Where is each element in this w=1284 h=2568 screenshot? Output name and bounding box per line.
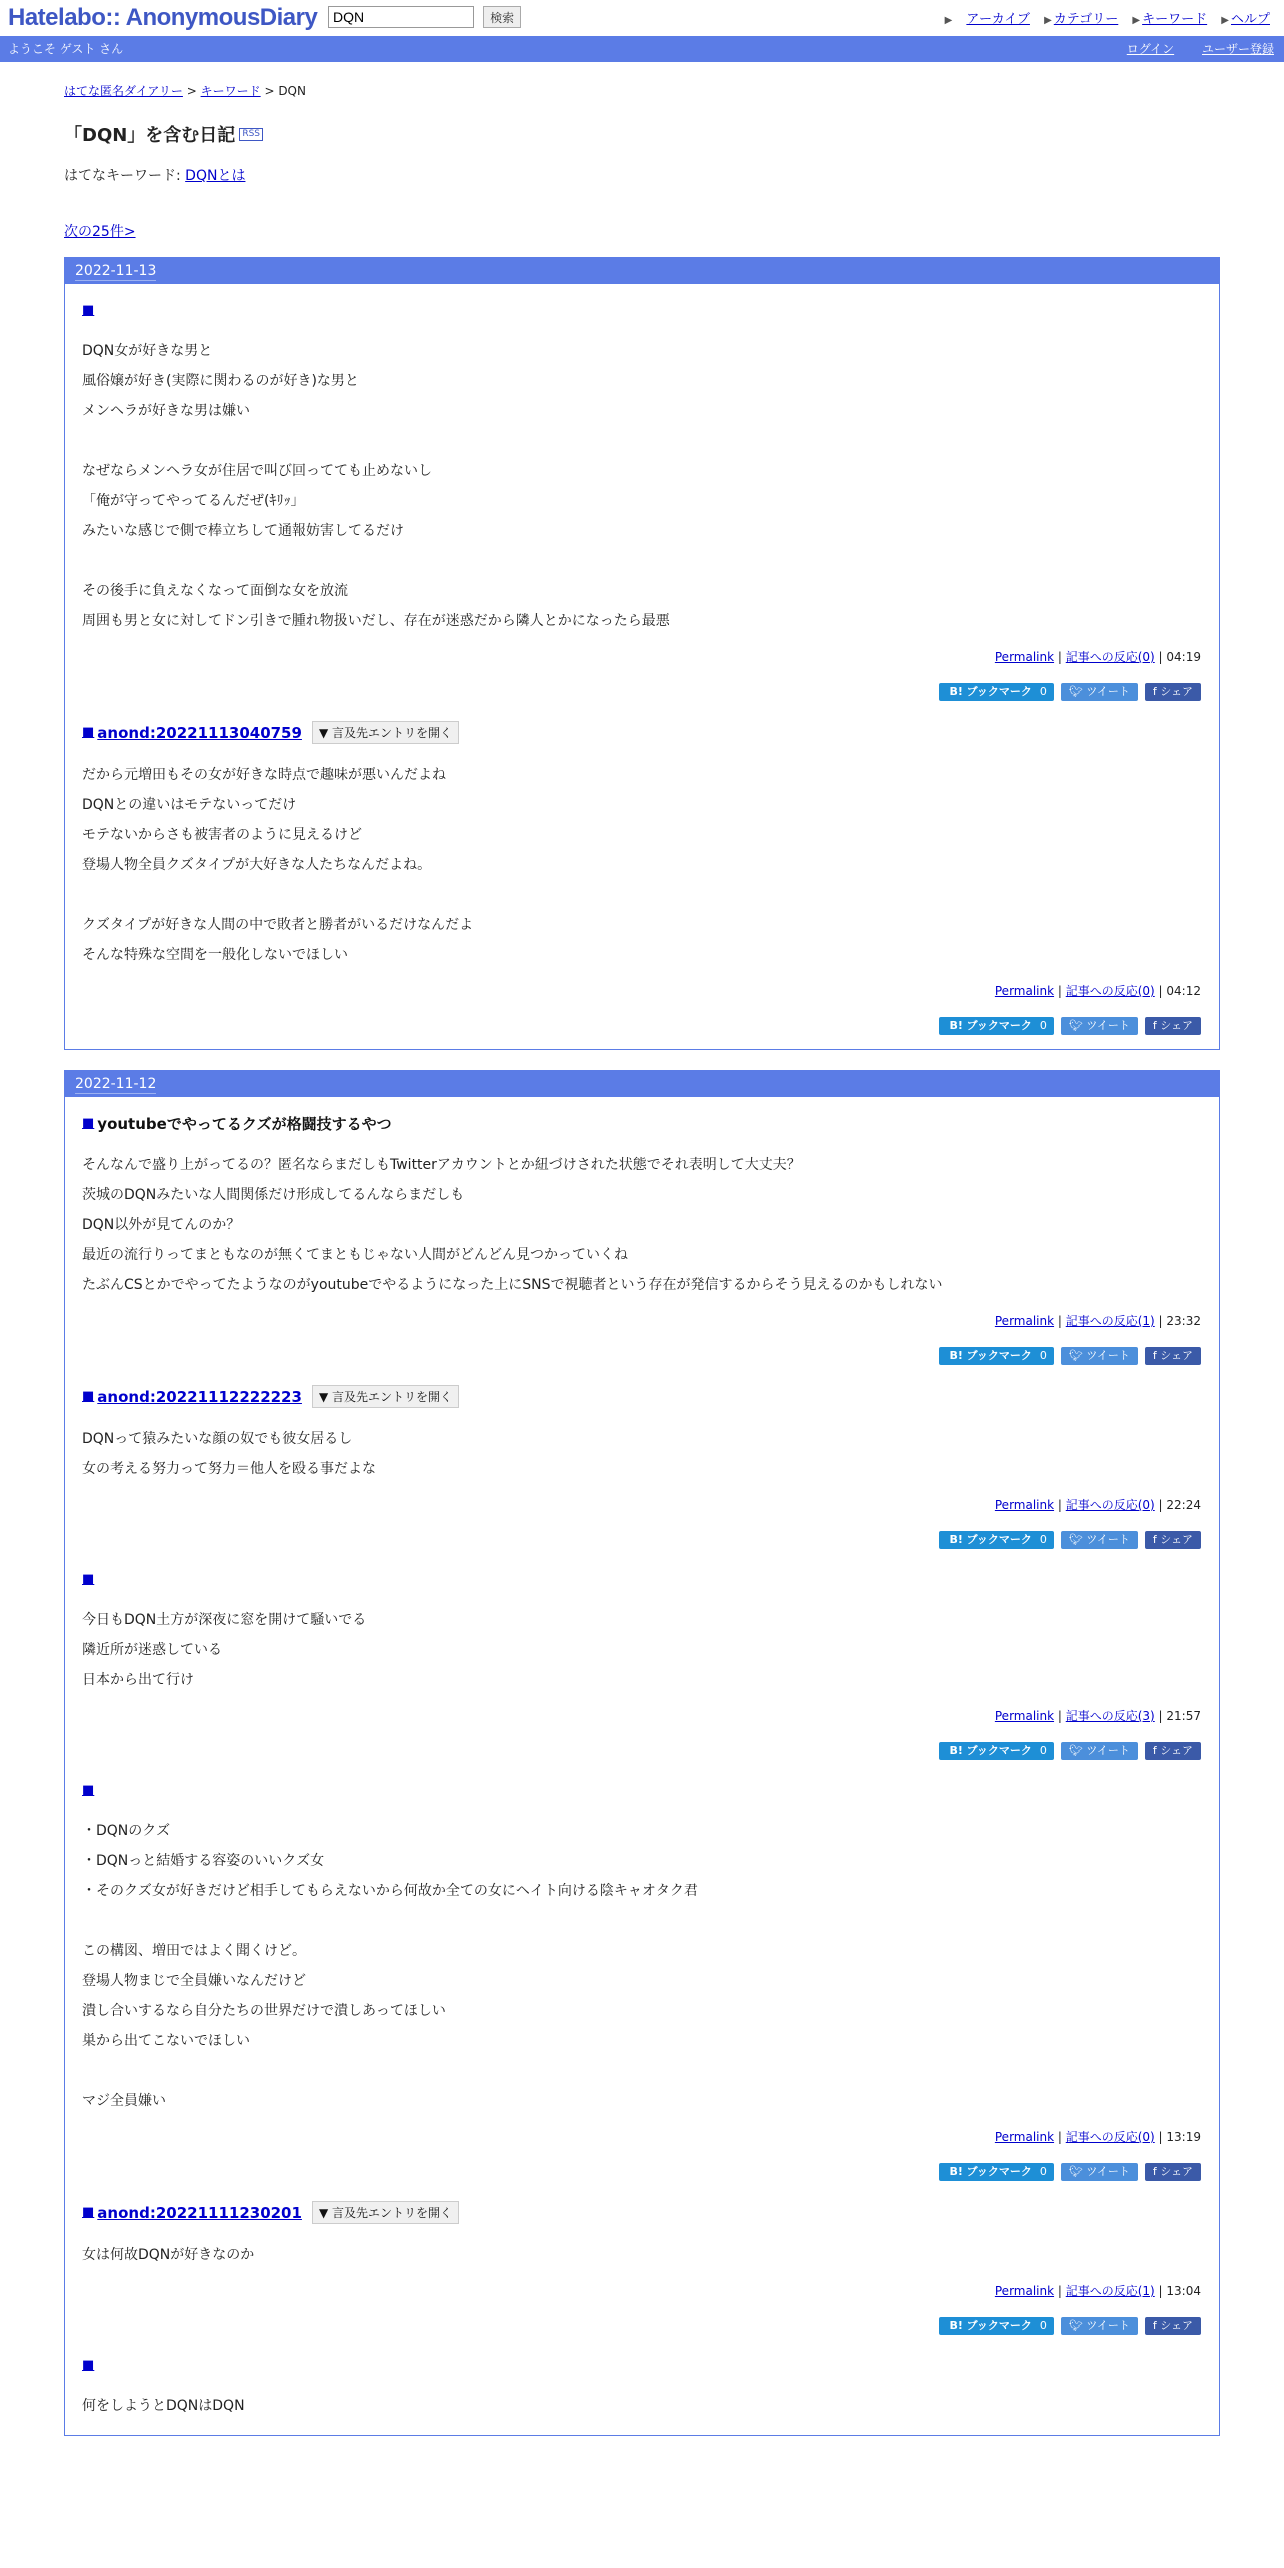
chevron-right-icon: ▶	[1132, 15, 1141, 26]
chevron-right-icon: ▶	[944, 15, 953, 26]
nav-archive[interactable]: アーカイブ	[966, 12, 1030, 27]
facebook-icon: f	[1152, 1349, 1161, 1362]
hatena-bookmark-button[interactable]	[939, 683, 1054, 701]
entry-body-line: DQN以外が見てんのか？	[82, 1217, 241, 1233]
reactions-link[interactable]: 記事への反応(0)	[1065, 2130, 1155, 2144]
breadcrumb-current: DQN	[278, 84, 306, 98]
entry-title	[82, 1385, 1201, 1408]
chevron-right-icon: ▶	[1044, 15, 1052, 26]
bookmark-label: B! ブックマーク	[949, 685, 1032, 698]
facebook-icon: f	[1152, 1533, 1161, 1546]
diary-entry	[82, 2355, 1201, 2421]
facebook-icon: f	[1152, 685, 1161, 698]
entry-title	[82, 1569, 1201, 1589]
twitter-bird-icon: 🐦︎	[1068, 2319, 1087, 2332]
hatena-bookmark-button[interactable]	[939, 2317, 1054, 2335]
share-buttons	[82, 1017, 1201, 1035]
entry-body-line: 登場人物全員クズタイプが大好きな人たちなんだよね。	[82, 857, 432, 873]
entry-title	[82, 1780, 1201, 1800]
permalink-link[interactable]: Permalink	[994, 2284, 1055, 2298]
reactions-link[interactable]: 記事への反応(0)	[1065, 984, 1155, 998]
entry-body-line: そんな特殊な空間を一般化しないでほしい	[82, 947, 348, 963]
entry-body	[82, 1605, 1201, 1695]
next-page-link[interactable]: 次の25件>	[64, 224, 136, 240]
facebook-icon: f	[1152, 2319, 1161, 2332]
entry-time: 13:04	[1166, 2284, 1201, 2298]
share-label: シェア	[1160, 1533, 1193, 1546]
entry-body-line: この構図、増田ではよく聞くけど。	[82, 1943, 306, 1959]
hatena-bookmark-button[interactable]	[939, 1531, 1054, 1549]
share-buttons	[82, 2317, 1201, 2335]
entry-permalink-square-icon[interactable]: ■	[82, 302, 95, 318]
day-section	[64, 257, 1220, 1050]
breadcrumb-separator: >	[260, 84, 279, 98]
entry-title-link[interactable]: anond:20221113040759	[97, 723, 302, 742]
bookmark-count: 0	[1039, 2165, 1047, 2178]
entry-body-line: 今日もDQN土方が深夜に窓を開けて騒いでる	[82, 1612, 367, 1628]
permalink-link[interactable]: Permalink	[994, 650, 1055, 664]
entry-body-line: ・DQNのクズ	[82, 1823, 171, 1839]
hatena-bookmark-button[interactable]	[939, 1742, 1054, 1760]
entry-body-line: 隣近所が迷惑している	[82, 1642, 222, 1658]
permalink-link[interactable]: Permalink	[994, 984, 1055, 998]
entry-title	[82, 721, 1201, 744]
reactions-link[interactable]: 記事への反応(1)	[1065, 1314, 1155, 1328]
entry-meta: Permalink | 記事への反応(0) | 22:24	[994, 1498, 1201, 1512]
share-label: シェア	[1160, 1744, 1193, 1757]
entry-title	[82, 2355, 1201, 2375]
entry-time: 22:24	[1166, 1498, 1201, 1512]
welcome-text: ようこそ ゲスト さん	[8, 42, 124, 56]
facebook-share-button[interactable]	[1145, 2317, 1201, 2335]
hatena-bookmark-button[interactable]	[939, 1017, 1054, 1035]
hatena-bookmark-button[interactable]	[939, 1347, 1054, 1365]
entry-permalink-square-icon[interactable]: ■	[82, 1782, 95, 1798]
entry-body-line: マジ全員嫌い	[82, 2093, 166, 2109]
bookmark-label: B! ブックマーク	[949, 1019, 1032, 1032]
entry-body-line: DQN女が好きな男と	[82, 343, 213, 359]
diary-entry	[82, 1113, 1201, 1365]
tweet-label: ツイート	[1086, 2165, 1130, 2178]
entry-permalink-square-icon[interactable]: ■	[82, 1571, 95, 1587]
entry-time: 04:19	[1166, 650, 1201, 664]
facebook-share-button[interactable]	[1145, 683, 1201, 701]
tweet-label: ツイート	[1086, 1744, 1130, 1757]
entry-body-line: クズタイプが好きな人間の中で敗者と勝者がいるだけなんだよ	[82, 917, 474, 933]
twitter-bird-icon: 🐦︎	[1068, 1744, 1087, 1757]
expand-reference-button[interactable]: ▼ 言及先エントリを開く	[312, 2201, 459, 2224]
entry-permalink-square-icon[interactable]: ■	[82, 2205, 95, 2220]
bookmark-label: B! ブックマーク	[949, 1349, 1032, 1362]
bookmark-label: B! ブックマーク	[949, 1533, 1032, 1546]
twitter-bird-icon: 🐦︎	[1068, 2165, 1087, 2178]
entry-time: 23:32	[1166, 1314, 1201, 1328]
facebook-share-button[interactable]	[1145, 1531, 1201, 1549]
entry-body-line: 「俺が守ってやってるんだぜ(ｷﾘｯ」	[82, 493, 305, 509]
top-nav	[945, 8, 1270, 27]
reactions-link[interactable]: 記事への反応(0)	[1065, 650, 1155, 664]
twitter-bird-icon: 🐦︎	[1068, 685, 1087, 698]
entry-body-line: 最近の流行りってまともなのが無くてまともじゃない人間がどんどん見つかっていくね	[82, 1247, 628, 1263]
hatena-bookmark-button[interactable]	[939, 2163, 1054, 2181]
day-date[interactable]: 2022-11-13	[75, 263, 157, 279]
share-buttons	[82, 1742, 1201, 1760]
diary-entry	[82, 1569, 1201, 1760]
entry-time: 04:12	[1166, 984, 1201, 998]
entry-body	[82, 336, 1201, 636]
entry-title	[82, 2201, 1201, 2224]
facebook-share-button[interactable]	[1145, 2163, 1201, 2181]
page-title-text: 「DQN」を含む日記	[64, 125, 236, 146]
tweet-label: ツイート	[1086, 1533, 1130, 1546]
share-label: シェア	[1160, 2165, 1193, 2178]
reactions-link[interactable]: 記事への反応(1)	[1065, 2284, 1155, 2298]
day-header	[65, 1071, 1219, 1097]
entry-body-line	[82, 426, 1201, 456]
breadcrumb-keyword[interactable]: キーワード	[200, 84, 261, 98]
entry-title-text: youtubeでやってるクズが格闘技するやつ	[97, 1115, 392, 1133]
entry-body	[82, 1150, 1201, 1300]
keyword-line	[64, 165, 1220, 185]
chevron-right-icon: ▶	[1221, 15, 1229, 26]
share-buttons	[82, 2163, 1201, 2181]
bookmark-count: 0	[1039, 685, 1047, 698]
entry-body	[82, 760, 1201, 970]
entry-meta: Permalink | 記事への反応(0) | 04:19	[994, 650, 1201, 664]
facebook-icon: f	[1152, 2165, 1161, 2178]
entry-body-line	[82, 546, 1201, 576]
day-body	[65, 1097, 1219, 2435]
entry-body-line: 日本から出て行け	[82, 1672, 194, 1688]
bookmark-count: 0	[1039, 1533, 1047, 1546]
share-label: シェア	[1160, 1349, 1193, 1362]
share-label: シェア	[1160, 1019, 1193, 1032]
user-bar	[0, 36, 1284, 62]
entry-title	[82, 300, 1201, 320]
nav-category[interactable]: カテゴリー	[1053, 12, 1119, 27]
site-logo[interactable]: Hatelabo:: AnonymousDiary	[8, 4, 318, 31]
entry-body-line: 周囲も男と女に対してドン引きで腫れ物扱いだし、存在が迷惑だから隣人とかになったら最悪	[82, 613, 670, 629]
reactions-link[interactable]: 記事への反応(0)	[1065, 1498, 1155, 1512]
entry-body-line: たぶんCSとかでやってたようなのがyoutubeでやるようになった上にSNSで視聴者という存在が発信するからそう見えるのかもしれない	[82, 1277, 943, 1293]
entry-body-line: そんなんで盛り上がってるの？匿名ならまだしもTwitterアカウントとか紐づけされた状態でそれ表明して大丈夫？	[82, 1157, 801, 1173]
permalink-link[interactable]: Permalink	[994, 1314, 1055, 1328]
entry-title-link[interactable]: anond:20221111230201	[97, 2203, 302, 2222]
entry-body-line: 登場人物まじで全員嫌いなんだけど	[82, 1973, 306, 1989]
permalink-link[interactable]: Permalink	[994, 2130, 1055, 2144]
twitter-bird-icon: 🐦︎	[1068, 1533, 1087, 1546]
entry-meta: Permalink | 記事への反応(0) | 04:12	[994, 984, 1201, 998]
diary-entry	[82, 1385, 1201, 1549]
diary-entry	[82, 1780, 1201, 2181]
main-content	[64, 62, 1220, 2436]
entry-body-line: 巣から出てこないでほしい	[82, 2033, 250, 2049]
entry-body-line: 潰し合いするなら自分たちの世界だけで潰しあってほしい	[82, 2003, 446, 2019]
entry-body-line	[82, 2056, 1201, 2086]
facebook-icon: f	[1152, 1019, 1161, 1032]
breadcrumb	[64, 82, 1220, 99]
entry-meta: Permalink | 記事への反応(1) | 23:32	[994, 1314, 1201, 1328]
tweet-button[interactable]	[1061, 1347, 1138, 1365]
diary-entry	[82, 2201, 1201, 2335]
entry-body-line: みたいな感じで側で棒立ちして通報妨害してるだけ	[82, 523, 404, 539]
share-label: シェア	[1160, 2319, 1193, 2332]
entry-body-line	[82, 880, 1201, 910]
bookmark-count: 0	[1039, 2319, 1047, 2332]
bookmark-count: 0	[1039, 1349, 1047, 1362]
entry-body	[82, 2240, 1201, 2270]
entry-permalink-square-icon[interactable]: ■	[82, 725, 95, 740]
entry-meta: Permalink | 記事への反応(3) | 21:57	[994, 1709, 1201, 1723]
keyword-link[interactable]: DQNとは	[185, 168, 246, 184]
entry-permalink-square-icon[interactable]: ■	[82, 2357, 95, 2373]
rss-icon[interactable]: RSS	[239, 128, 263, 141]
bookmark-label: B! ブックマーク	[949, 1744, 1032, 1757]
breadcrumb-separator: >	[182, 84, 201, 98]
entry-body-line: 女の考える努力って努力＝他人を殴る事だよな	[82, 1461, 376, 1477]
entry-meta: Permalink | 記事への反応(0) | 13:19	[994, 2130, 1201, 2144]
breadcrumb-home[interactable]: はてな匿名ダイアリー	[64, 84, 183, 98]
twitter-bird-icon: 🐦︎	[1068, 1349, 1087, 1362]
keyword-label: はてなキーワード:	[64, 168, 186, 184]
entry-meta: Permalink | 記事への反応(1) | 13:04	[994, 2284, 1201, 2298]
bookmark-count: 0	[1039, 1744, 1047, 1757]
entry-time: 21:57	[1166, 1709, 1201, 1723]
facebook-share-button[interactable]	[1145, 1347, 1201, 1365]
tweet-button[interactable]	[1061, 2317, 1138, 2335]
entry-body-line: DQNって猿みたいな顔の奴でも彼女居るし	[82, 1431, 353, 1447]
day-section	[64, 1070, 1220, 2436]
twitter-bird-icon: 🐦︎	[1068, 1019, 1087, 1032]
tweet-button[interactable]	[1061, 2163, 1138, 2181]
entry-time: 13:19	[1166, 2130, 1201, 2144]
share-label: シェア	[1160, 685, 1193, 698]
expand-reference-button[interactable]: ▼ 言及先エントリを開く	[312, 1385, 459, 1408]
login-link[interactable]: ログイン	[1126, 42, 1175, 56]
tweet-label: ツイート	[1086, 1019, 1130, 1032]
facebook-share-button[interactable]	[1145, 1017, 1201, 1035]
entry-body-line	[82, 1906, 1201, 1936]
permalink-link[interactable]: Permalink	[994, 1498, 1055, 1512]
bookmark-label: B! ブックマーク	[949, 2319, 1032, 2332]
diary-entry	[82, 721, 1201, 1035]
permalink-link[interactable]: Permalink	[994, 1709, 1055, 1723]
entry-body-line: だから元増田もその女が好きな時点で趣味が悪いんだよね	[82, 767, 446, 783]
header	[0, 0, 1284, 36]
share-buttons	[82, 683, 1201, 701]
bookmark-count: 0	[1039, 1019, 1047, 1032]
entry-body-line: ・そのクズ女が好きだけど相手してもらえないから何故か全ての女にヘイト向ける陰キャオタク君	[82, 1883, 698, 1899]
tweet-button[interactable]	[1061, 683, 1138, 701]
entry-body-line: その後手に負えなくなって面倒な女を放流	[82, 583, 348, 599]
facebook-icon: f	[1152, 1744, 1161, 1757]
tweet-label: ツイート	[1086, 685, 1130, 698]
reactions-link[interactable]: 記事への反応(3)	[1065, 1709, 1155, 1723]
entry-body	[82, 1816, 1201, 2116]
entry-title-link[interactable]: anond:20221112222223	[97, 1387, 302, 1406]
entry-permalink-square-icon[interactable]: ■	[82, 1389, 95, 1404]
entry-body	[82, 2391, 1201, 2421]
day-body	[65, 284, 1219, 1049]
day-header	[65, 258, 1219, 284]
search-box	[328, 6, 521, 28]
entry-body-line: 風俗嬢が好き(実際に関わるのが好き)な男と	[82, 373, 359, 389]
tweet-label: ツイート	[1086, 2319, 1130, 2332]
page-title	[64, 121, 1220, 147]
expand-reference-button[interactable]: ▼ 言及先エントリを開く	[312, 721, 459, 744]
entry-title	[82, 1113, 1201, 1134]
search-input[interactable]	[328, 6, 474, 28]
entry-body-line: 何をしようとDQNはDQN	[82, 2398, 245, 2414]
entry-body	[82, 1424, 1201, 1484]
day-list	[64, 257, 1220, 2436]
day-date[interactable]: 2022-11-12	[75, 1076, 157, 1092]
entry-body-line: ・DQNっと結婚する容姿のいいクズ女	[82, 1853, 325, 1869]
tweet-button[interactable]	[1061, 1742, 1138, 1760]
tweet-label: ツイート	[1086, 1349, 1130, 1362]
tweet-button[interactable]	[1061, 1017, 1138, 1035]
tweet-button[interactable]	[1061, 1531, 1138, 1549]
share-buttons	[82, 1347, 1201, 1365]
diary-entry	[82, 300, 1201, 701]
entry-body-line: メンヘラが好きな男は嫌い	[82, 403, 250, 419]
bookmark-label: B! ブックマーク	[949, 2165, 1032, 2178]
entry-body-line: DQNとの違いはモテないってだけ	[82, 797, 297, 813]
nav-keyword[interactable]: キーワード	[1142, 12, 1208, 27]
nav-help[interactable]: ヘルプ	[1230, 12, 1270, 27]
facebook-share-button[interactable]	[1145, 1742, 1201, 1760]
entry-permalink-square-icon[interactable]: ■	[82, 1116, 95, 1131]
entry-body-line: なぜならメンヘラ女が住居で叫び回ってても止めないし	[82, 463, 432, 479]
entry-body-line: モテないからさも被害者のように見えるけど	[82, 827, 362, 843]
entry-body-line: 茨城のDQNみたいな人間関係だけ形成してるんならまだしも	[82, 1187, 465, 1203]
search-button[interactable]: 検索	[483, 6, 521, 28]
share-buttons	[82, 1531, 1201, 1549]
entry-body-line: 女は何故DQNが好きなのか	[82, 2247, 255, 2263]
register-link[interactable]: ユーザー登録	[1201, 42, 1274, 56]
